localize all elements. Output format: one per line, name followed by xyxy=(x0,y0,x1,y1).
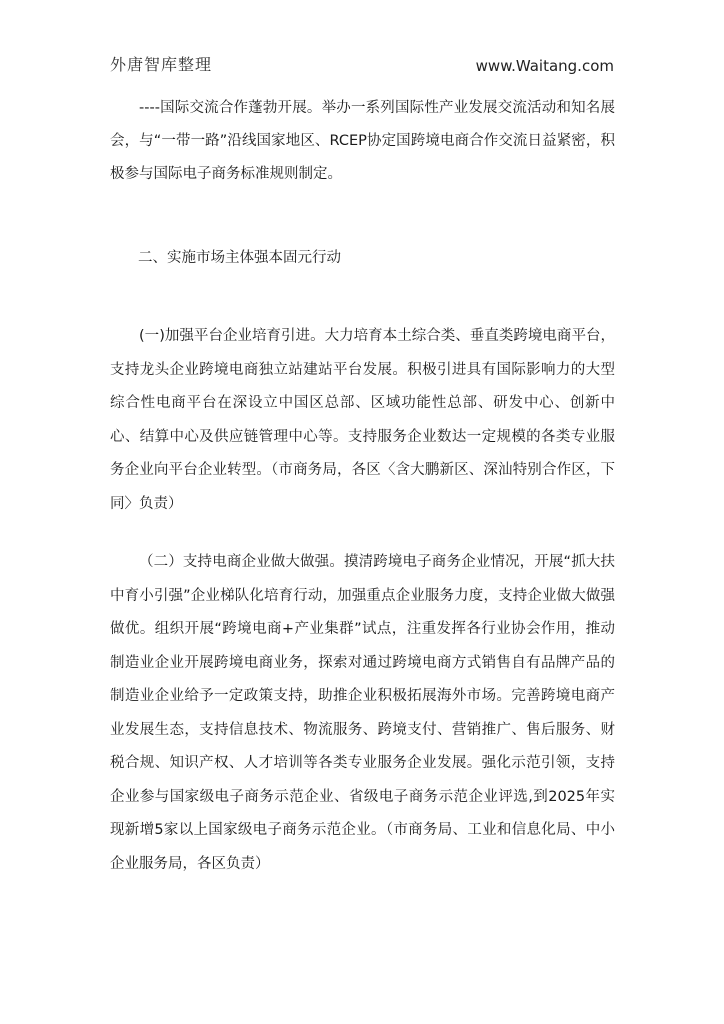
source-label: 外唐智库整理 xyxy=(110,55,213,74)
paragraph-platform-enterprises xyxy=(110,320,615,521)
website-label: www.Waitang.com xyxy=(475,57,614,75)
section-heading-text: 二、实施市场主体强本固元行动 xyxy=(138,250,341,266)
paragraph-text: （二）支持电商企业做大做强。摸清跨境电子商务企业情况，开展“抓大扶中育小引强”企业梯队化培育行动，加强重点企业服务力度，支持企业做大做强做优。组织开展“跨境电商+产业集群”试点，注重发挥各行业协会作用，推动制造业企业开展跨境电商业务，探索对通过跨境电商方式销售自有品牌产品的制造业企业给予一定政策支持，助推企业积极拓展海外市场。完善跨境电商产业发展生态，支持信息技术、物流服务、跨境支付、营销推广、售后服务、财税合规、知识产权、人才培训等各类专业服务企业发展。强化示范引领，支持企业参与国家级电子商务示范企业、省级电子商务示范企业评选,到2025年实现新增5家以上国家级电子商务示范企业。（市商务局、工业和信息化局、中小企业服务局，各区负责） xyxy=(110,554,615,872)
paragraph-international-exchange xyxy=(110,92,615,191)
paragraph-ecommerce-enterprises xyxy=(110,546,615,881)
section-heading xyxy=(110,242,615,275)
paragraph-text: ----国际交流合作蓬勃开展。举办一系列国际性产业发展交流活动和知名展会，与“一带一路”沿线国家地区、RCEP协定国跨境电商合作交流日益紧密，积极参与国际电子商务标准规则制定。 xyxy=(110,100,615,182)
paragraph-text: (一)加强平台企业培育引进。大力培育本土综合类、垂直类跨境电商平台，支持龙头企业跨境电商独立站建站平台发展。积极引进具有国际影响力的大型综合性电商平台在深设立中国区总部、区域功能性总部、研发中心、创新中心、结算中心及供应链管理中心等。支持服务企业数达一定规模的各类专业服务企业向平台企业转型。（市商务局，各区〈含大鹏新区、深汕特别合作区，下同〉负责） xyxy=(110,328,615,512)
